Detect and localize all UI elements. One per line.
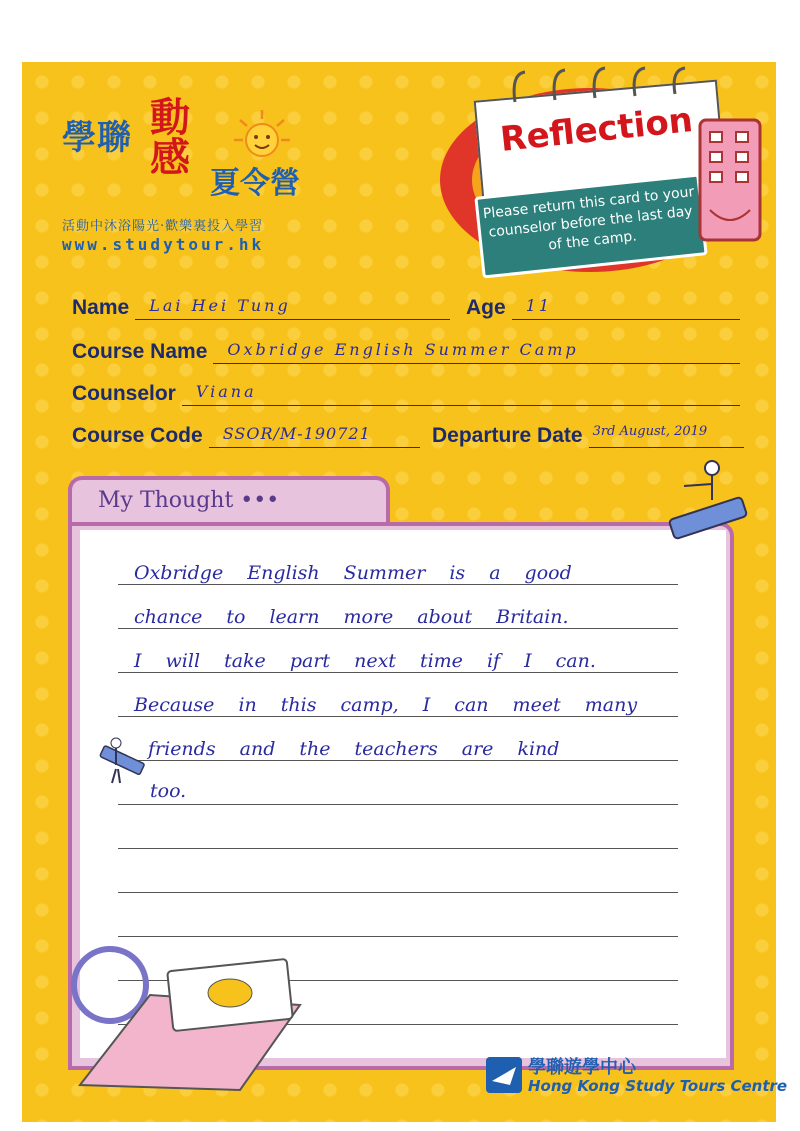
course-name-label: Course Name	[72, 340, 208, 363]
writing-line	[118, 584, 678, 585]
logo-brand-red: 動感	[150, 95, 190, 181]
logo-tagline: 活動中沐浴陽光‧歡樂裏投入學習	[62, 219, 264, 234]
name-value: Lai Hei Tung	[135, 296, 450, 320]
departure-date-value: 3rd August, 2019	[589, 424, 744, 448]
footer-org-en: Hong Kong Study Tours Centre	[528, 1077, 788, 1095]
writing-line	[118, 804, 678, 805]
footer-org-cn: 學聯遊學中心	[528, 1057, 636, 1078]
writing-line	[118, 716, 678, 717]
logo-url: www.studytour.hk	[62, 235, 265, 254]
counselor-field	[72, 382, 740, 406]
writing-line	[118, 936, 678, 937]
thought-line-2: chance to learn more about Britain.	[134, 606, 569, 628]
name-label: Name	[72, 296, 130, 319]
course-code-label: Course Code	[72, 424, 203, 447]
reflection-title: Reflection	[498, 100, 695, 160]
return-note: Please return this card to your counselor before the last day of the camp.	[474, 173, 707, 278]
notebook-rings-icon	[495, 66, 705, 106]
logo-camp-name: 夏令營	[210, 166, 300, 201]
age-field	[466, 296, 740, 320]
logo-org-name: 學聯	[62, 118, 132, 158]
course-code-field	[72, 424, 420, 448]
writing-line	[118, 848, 678, 849]
counselor-value: Viana	[182, 382, 740, 406]
pencil-rider-icon	[662, 458, 758, 554]
thought-header: My Thought •••	[98, 488, 280, 513]
course-name-field	[72, 340, 740, 364]
age-label: Age	[466, 296, 506, 319]
calendar-illustration-icon	[60, 945, 320, 1095]
thought-line-5: friends and the teachers are kind	[148, 738, 560, 760]
course-code-value: SSOR/M-190721	[209, 424, 420, 448]
counselor-label: Counselor	[72, 382, 176, 405]
hkstc-logo-icon	[486, 1057, 522, 1093]
writing-line	[118, 672, 678, 673]
departure-date-field	[432, 424, 744, 448]
age-value: 11	[512, 296, 740, 320]
writing-line	[118, 628, 678, 629]
thought-line-4: Because in this camp, I can meet many	[134, 694, 638, 716]
departure-date-label: Departure Date	[432, 424, 583, 447]
thought-line-3: I will take part next time if I can.	[134, 650, 596, 672]
pencil-mascot-icon	[96, 735, 152, 791]
writing-line	[118, 892, 678, 893]
thought-line-1: Oxbridge English Summer is a good	[134, 562, 572, 584]
building-mascot-icon	[690, 110, 770, 250]
course-name-value: Oxbridge English Summer Camp	[213, 340, 740, 364]
writing-line	[118, 760, 678, 761]
name-field	[72, 296, 450, 320]
thought-line-6: too.	[150, 780, 187, 802]
